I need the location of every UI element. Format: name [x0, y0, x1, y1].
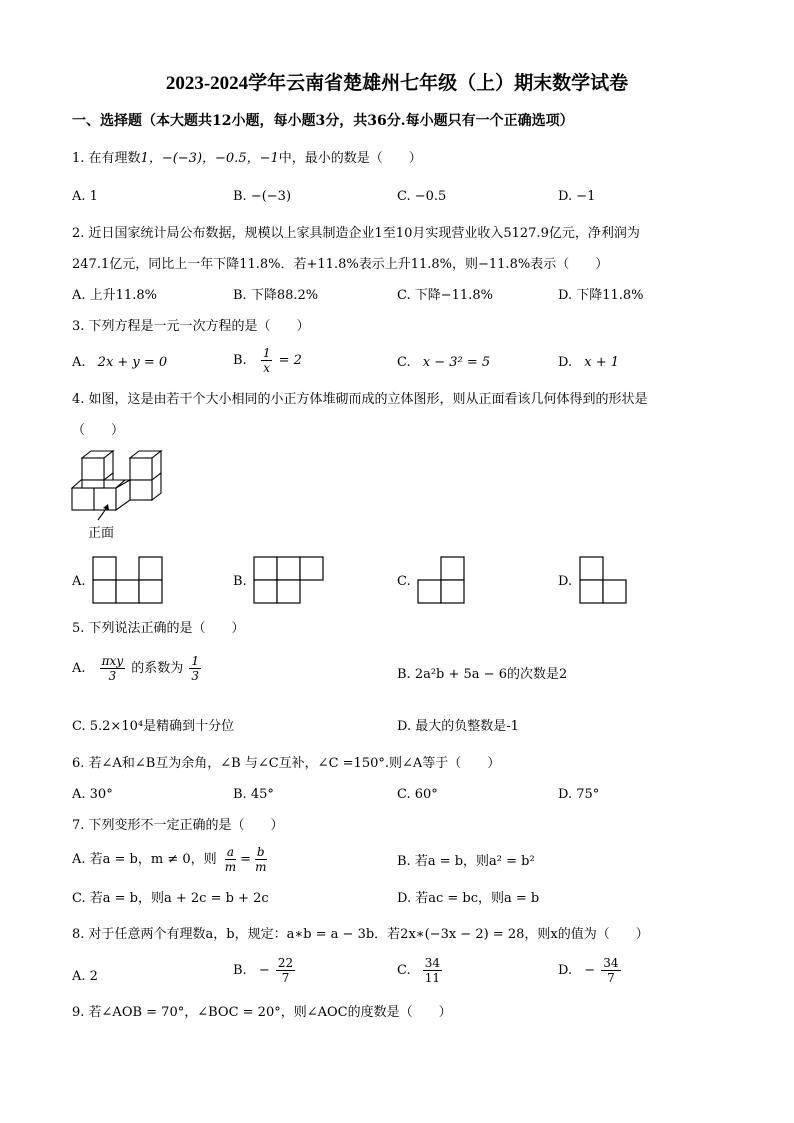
q8-b-denominator: 7: [281, 971, 290, 985]
q2-option-a[interactable]: A. 上升11.8%: [72, 288, 157, 303]
q7-option-c[interactable]: C. 若a = b，则a + 2c = b + 2c: [72, 891, 269, 906]
q3-option-d[interactable]: [558, 354, 619, 372]
q3-option-c-label: C.: [397, 355, 411, 370]
q6-option-d[interactable]: D. 75°: [558, 787, 600, 802]
question-6: 6. 若∠A和∠B互为余角，∠B 与∠C互补，∠C =150°.则∠A等于（ ）: [72, 756, 501, 771]
q1-stem-a: 1. 在有理数: [72, 151, 141, 166]
q5-a-fraction-1: [100, 654, 125, 683]
q8-b-fraction: [276, 956, 295, 985]
q8-d-numerator: 34: [603, 956, 619, 970]
q8-option-a[interactable]: A. 2: [72, 969, 98, 984]
q6-option-c[interactable]: C. 60°: [397, 787, 438, 802]
page-title: 2023-2024学年云南省楚雄州七年级（上）期末数学试卷: [165, 73, 629, 94]
q5-a-numerator-2: 1: [191, 654, 200, 668]
q3-option-d-expr: x + 1: [584, 355, 619, 370]
q3-option-d-label: D.: [558, 355, 573, 370]
q2-option-c[interactable]: C. 下降−11.8%: [397, 288, 493, 303]
q4-option-b-shape[interactable]: [253, 556, 325, 605]
question-2-line-1: 2. 近日国家统计局公布数据，规模以上家具制造企业1至10月实现营业收入5127.9亿元，净利润为: [72, 226, 640, 241]
q7-a-den-2: m: [255, 860, 267, 874]
q3-option-b[interactable]: [233, 346, 302, 375]
q5-a-denominator-2: 3: [191, 669, 200, 683]
question-5: 5. 下列说法正确的是（ ）: [72, 621, 245, 636]
q7-a-equals: =: [240, 852, 252, 867]
q5-option-a-label: A.: [72, 661, 86, 676]
q4-option-d-label[interactable]: D.: [558, 574, 573, 589]
q8-option-b[interactable]: [233, 956, 297, 985]
q7-a-num-1: a: [226, 845, 235, 859]
q5-a-middle: 的系数为: [131, 661, 184, 676]
q1-option-c[interactable]: C. −0.5: [397, 189, 447, 204]
q4-option-d-shape[interactable]: [579, 556, 628, 605]
q5-option-c[interactable]: C. 5.2×10⁴是精确到十分位: [72, 719, 235, 734]
q8-d-sign: −: [584, 963, 596, 978]
q1-option-d[interactable]: D. −1: [558, 189, 596, 204]
q3-option-c-expr: x − 3² = 5: [422, 355, 491, 370]
q2-option-d[interactable]: D. 下降11.8%: [558, 288, 644, 303]
q8-d-fraction: [601, 956, 620, 985]
q5-option-a[interactable]: [72, 654, 203, 683]
q3-option-a[interactable]: [72, 354, 167, 372]
q4-option-a-shape[interactable]: [92, 556, 164, 605]
q4-option-c-shape[interactable]: [417, 556, 466, 605]
q3-option-b-fraction: [261, 346, 273, 375]
question-9: 9. 若∠AOB = 70°，∠BOC = 20°，则∠AOC的度数是（ ）: [72, 1005, 452, 1020]
q7-a-num-2: b: [256, 845, 265, 859]
q3-option-b-expr: = 2: [278, 353, 302, 368]
question-4-line-2: （ ）: [72, 423, 125, 438]
q8-option-d[interactable]: [558, 956, 623, 985]
question-4-line-1: 4. 如图，这是由若干个大小相同的小正方体堆砌而成的立体图形，则从正面看该几何体得到的形状是: [72, 392, 648, 407]
q3-option-b-label: B.: [233, 353, 247, 368]
q7-a-fraction-2: [253, 845, 268, 874]
q3-b-numerator: 1: [262, 346, 271, 360]
q2-option-b[interactable]: B. 下降88.2%: [233, 288, 319, 303]
q8-b-label: B.: [233, 963, 247, 978]
q6-option-b[interactable]: B. 45°: [233, 787, 274, 802]
cube-stack-figure: [68, 448, 178, 522]
question-2-line-2: 247.1亿元，同比上一年下降11.8%．若+11.8%表示上升11.8%，则−11.8%表示（ ）: [72, 257, 609, 272]
question-3: 3. 下列方程是一元一次方程的是（ ）: [72, 319, 310, 334]
q4-option-c-label[interactable]: C.: [397, 574, 411, 589]
q7-option-a[interactable]: [72, 845, 270, 874]
q8-b-sign: −: [258, 963, 270, 978]
q8-d-denominator: 7: [607, 971, 615, 985]
q7-option-b[interactable]: B. 若a = b，则a² = b²: [397, 854, 535, 869]
q3-option-c[interactable]: [397, 354, 490, 372]
q7-a-fraction-1: [223, 845, 238, 874]
q4-option-a-label[interactable]: A.: [72, 574, 86, 589]
q1-stem-b: 中，最小的数是（ ）: [278, 151, 422, 166]
question-1: [72, 150, 422, 168]
q7-option-d[interactable]: D. 若ac = bc，则a = b: [397, 891, 540, 906]
q8-b-numerator: 22: [277, 956, 294, 970]
q8-c-label: C.: [397, 963, 411, 978]
section-heading: 一、选择题（本大题共12小题，每小题3分，共36分.每小题只有一个正确选项）: [72, 113, 574, 129]
q8-c-numerator: 34: [424, 956, 441, 970]
q7-a-den-1: m: [224, 860, 237, 874]
q1-numbers: 1，−(−3)，−0.5，−1: [140, 151, 279, 166]
q8-c-fraction: [423, 956, 442, 985]
q5-option-b[interactable]: B. 2a²b + 5a − 6的次数是2: [397, 667, 568, 682]
q6-option-a[interactable]: A. 30°: [72, 787, 113, 802]
q4-option-b-label[interactable]: B.: [233, 574, 247, 589]
q7-a-text: A. 若a = b，m ≠ 0，则: [72, 852, 217, 867]
front-view-label: 正面: [88, 526, 115, 541]
q5-a-numerator-1: πxy: [101, 654, 124, 668]
q1-option-b[interactable]: B. −(−3): [233, 189, 292, 204]
q8-c-denominator: 11: [424, 971, 441, 985]
q5-a-denominator-1: 3: [108, 669, 117, 683]
q3-option-a-label: A.: [72, 355, 86, 370]
q3-b-denominator: x: [263, 361, 271, 375]
question-7: 7. 下列变形不一定正确的是（ ）: [72, 818, 284, 833]
question-8: 8. 对于任意两个有理数a，b，规定：a∗b = a − 3b．若2x∗(−3x − 2) = 28，则x的值为（ ）: [72, 927, 649, 942]
q8-option-c[interactable]: [397, 956, 444, 985]
q5-a-fraction-2: [189, 654, 201, 683]
q1-option-a[interactable]: A. 1: [72, 189, 98, 204]
q8-d-label: D.: [558, 963, 573, 978]
q3-option-a-expr: 2x + y = 0: [97, 355, 168, 370]
q5-option-d[interactable]: D. 最大的负整数是-1: [397, 719, 519, 734]
